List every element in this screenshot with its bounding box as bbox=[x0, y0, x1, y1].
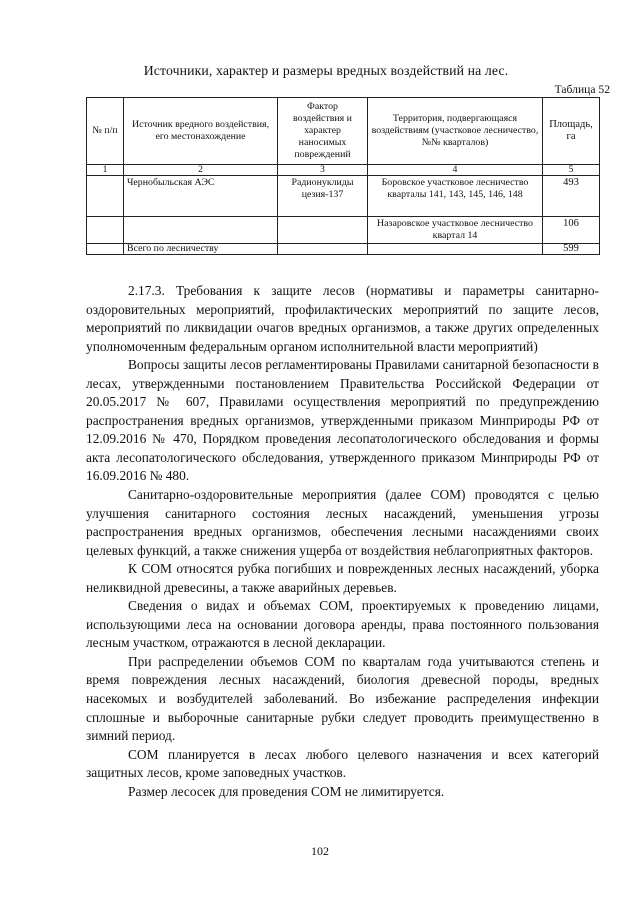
body-paragraph: Сведения о видах и объемах СОМ, проектируемых к проведению лицами, использующими леса на основании договора аренды, права постоянного пользования лесным участком, отражаются в лесной декларации. bbox=[86, 598, 599, 651]
section-heading-paragraph: 2.17.3. Требования к защите лесов (нормативы и параметры санитарно-оздоровительных мероприятий, профилактических мероприятий по защите лесов, мероприятий по ликвидации очагов вредных организмов, а также других определенных уполномоченным федеральным органом исполнительной власти мероприятий) bbox=[86, 283, 599, 354]
table-row bbox=[87, 217, 600, 244]
table-row bbox=[87, 176, 600, 217]
cell-area: 106 bbox=[543, 217, 600, 244]
cell-factor bbox=[278, 217, 368, 244]
cell-territory bbox=[368, 217, 543, 244]
cell-source bbox=[124, 217, 278, 244]
total-label: Всего по лесничеству bbox=[124, 244, 278, 255]
table-total-row bbox=[87, 244, 600, 255]
body-paragraph: При распределении объемов СОМ по кварталам года учитываются степень и время повреждения лесных насаждений, биология древесной породы, вредных насекомых и возбудителей заболеваний. Во избежание распределения инфекции сплошные и выборочные санитарные рубки следует проводить преимущественно в зимний период. bbox=[86, 653, 599, 744]
total-area: 599 bbox=[543, 244, 600, 255]
col-number: 2 bbox=[124, 165, 278, 176]
table-title: Источники, характер и размеры вредных воздействий на лес. bbox=[143, 63, 509, 78]
territory-text: Боровское участковое лесничество bbox=[381, 177, 529, 188]
harmful-impacts-table bbox=[86, 97, 600, 255]
header-source: Источник вредного воздействия, его местонахождение bbox=[124, 98, 278, 165]
body-paragraph: СОМ планируется в лесах любого целевого назначения и всех категорий защитных лесов, кроме заповедных участков. bbox=[86, 746, 599, 781]
col-number: 5 bbox=[543, 165, 600, 176]
cell-territory bbox=[368, 176, 543, 217]
body-paragraph: Вопросы защиты лесов регламентированы Правилами санитарной безопасности в лесах, утвержденными постановлением Правительства Российской Федерации от 20.05.2017 № 607, Правилами осуществления мероприятий по предупреждению распространения вредных организмов, утвержденными приказом Минприроды РФ от 12.09.2016 № 470, Порядком проведения лесопатологического обследования и формы акта лесопатологического обследования, утвержденного приказом Минприроды РФ от 16.09.2016 № 480. bbox=[86, 357, 599, 484]
territory-text: Назаровское участковое лесничество квартал 14 bbox=[377, 218, 533, 241]
col-number: 3 bbox=[278, 165, 368, 176]
cell-num bbox=[87, 217, 124, 244]
body-paragraph: К СОМ относятся рубка погибших и поврежденных лесных насаждений, уборка неликвидной древесины, а также аварийных деревьев. bbox=[86, 561, 599, 595]
col-number: 1 bbox=[87, 165, 124, 176]
territory-quarters: кварталы 141, 143, 145, 146, 148 bbox=[387, 189, 523, 200]
header-area: Площадь, га bbox=[543, 98, 600, 165]
header-num: № п/п bbox=[87, 98, 124, 165]
header-territory: Территория, подвергающаяся воздействиям (участковое лесничество, №№ кварталов) bbox=[368, 98, 543, 165]
body-paragraph: Санитарно-оздоровительные мероприятия (далее СОМ) проводятся с целью улучшения санитарного состояния лесных насаждений, уменьшения угрозы распространения вредных организмов, обеспечения лесными насаждениями своих целевых функций, а также снижения ущерба от воздействия неблагоприятных факторов. bbox=[86, 487, 599, 558]
column-number-row bbox=[87, 165, 600, 176]
table-header-row bbox=[87, 98, 600, 165]
header-factor: Фактор воздействия и характер наносимых повреждений bbox=[278, 98, 368, 165]
body-text bbox=[86, 282, 599, 801]
cell-source: Чернобыльская АЭС bbox=[124, 176, 278, 217]
cell-territory bbox=[368, 244, 543, 255]
col-number: 4 bbox=[368, 165, 543, 176]
cell-num bbox=[87, 176, 124, 217]
cell-area: 493 bbox=[543, 176, 600, 217]
body-paragraph: Размер лесосек для проведения СОМ не лимитируется. bbox=[128, 783, 445, 799]
page-number: 102 bbox=[311, 844, 329, 858]
table-number-label: Таблица 52 bbox=[554, 83, 610, 96]
cell-factor bbox=[278, 244, 368, 255]
cell-num bbox=[87, 244, 124, 255]
cell-factor: Радионуклиды цезия-137 bbox=[278, 176, 368, 217]
